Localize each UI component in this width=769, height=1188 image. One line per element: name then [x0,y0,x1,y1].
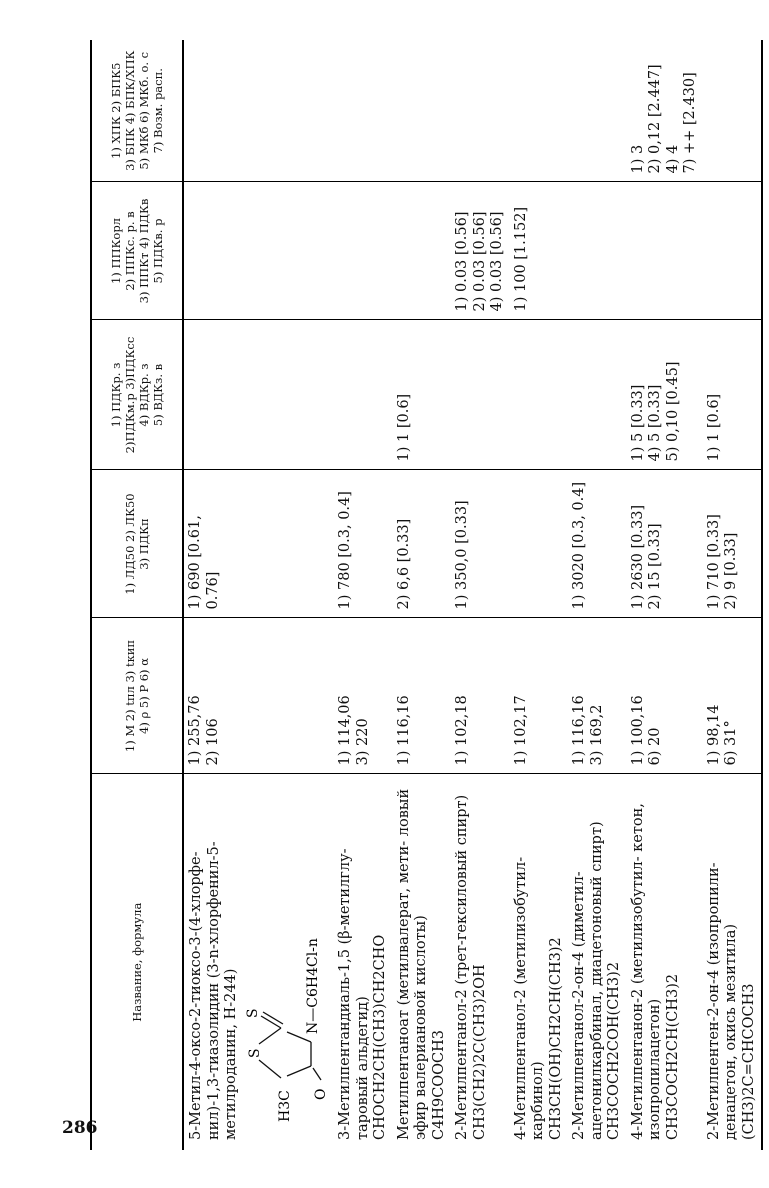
table-row [334,40,393,1150]
data-table [90,40,763,1150]
header-line: 1) ППКорл [109,218,123,285]
column-header-6 [91,40,183,182]
table-row [510,40,569,1150]
column-header-1 [91,774,183,1150]
compound-name: 2-Метилпентанол-2-он-4 (диметил- ацетонилкарбинал, диацетоновый спирт) [571,821,605,1140]
column-header-2 [91,618,183,774]
header-line: 7) Возм. расп. [151,68,165,154]
compound-name-cell [334,774,393,1150]
compound-name: 2-Метилпентен-2-он-4 (изопропили- денацетон, окись мезитила) [705,862,739,1140]
table-body [183,40,762,1150]
value-line: 2) 0.03 [0.56] [471,211,488,312]
value-cell-col-6 [510,40,569,182]
value-cell-col-3 [393,470,452,618]
header-line: 1) ПДКр. з [109,362,123,428]
header-line: 4) ρ 5) P 6) α [137,658,151,734]
table-row [451,40,510,1150]
value-cell-col-2 [393,618,452,774]
compound-name: 4-Метилпентанон-2 (метилизобутил- кетон, изопропилацетон) [629,803,663,1140]
value-line: 1) 2630 [0.33] [629,504,646,610]
value-cell-col-2 [627,618,703,774]
compound-name-cell [627,774,703,1150]
chemical-structure [241,840,329,1140]
value-cell-col-4 [451,320,510,470]
value-cell-col-5 [703,182,763,320]
value-cell-col-4 [510,320,569,470]
header-line: 2)ПДКм.р 3)ПДКсс [123,336,137,454]
header-line: 5) ВДКз. в [151,363,165,427]
compound-name-cell [451,774,510,1150]
value-cell-col-5 [510,182,569,320]
structure-label-h3c: H3C [276,1090,293,1122]
value-line: 1) 116,16 [571,695,587,766]
value-line: 1) 116,16 [395,695,412,766]
value-line: 1) 100,16 [629,695,646,766]
compound-name-cell [393,774,452,1150]
value-cell-col-4 [183,320,334,470]
value-cell-col-2 [451,618,510,774]
value-line: 1) 710 [0.33] [705,514,722,610]
chemical-formula: C4H9COOCH3 [430,1029,447,1140]
header-line: Название, формула [130,902,144,1022]
value-cell-col-3 [627,470,703,618]
structure-label-o: O [312,1088,329,1100]
value-line: 3) 169,2 [588,704,605,766]
value-line: 1) 1 [0.6] [705,393,722,462]
value-cell-col-6 [334,40,393,182]
value-line: 1) 98,14 [705,704,722,766]
table-row [183,40,334,1150]
value-line: 1) 255,76 [187,695,203,766]
header-line: 1) ХПК 2) БПК5 [109,62,123,159]
value-cell-col-6 [703,40,763,182]
value-line: 1) 114,06 [337,695,353,766]
compound-name-cell [183,774,334,1150]
chemical-formula: CH3COCH2COH(CH3)2 [606,961,622,1140]
compound-name-cell [510,774,569,1150]
value-cell-col-5 [183,182,334,320]
chemical-formula: CH3COCH2CH(CH3)2 [664,973,681,1140]
compound-name: Метилпентаноат (метилвалерат, мети- ловый эфир валериановой кислоты) [395,788,429,1140]
chemical-formula: (CH3)2C=CHCOCH3 [740,983,757,1140]
value-line: 4) 4 [664,144,681,174]
value-cell-col-5 [451,182,510,320]
table-row [703,40,763,1150]
value-cell-col-5 [334,182,393,320]
structure-label-n-sub: N—C6H4Cl-n [304,938,321,1034]
compound-name: 5-Метил-4-оксо-2-тиоксо-3-(4-хлорфе- нил)-1,3-тиазолидин (3-n-хлорфенил-5- метилроданин, Н-244) [188,841,239,1140]
value-line: 1) 0.03 [0.56] [454,211,470,312]
value-cell-col-6 [183,40,334,182]
page-number: 286 [62,1118,98,1138]
value-line: 1) 350,0 [0.33] [454,500,470,610]
value-line: 1) 3 [629,144,646,174]
value-cell-col-2 [510,618,569,774]
value-cell-col-5 [627,182,703,320]
value-line: 1) 5 [0.33] [629,384,646,462]
compound-name: 3-Метилпентандиаль-1,5 (β-метилглу- таровый альдегид) [337,848,371,1140]
value-cell-col-3 [568,470,627,618]
compound-name: 4-Метилпентанол-2 (метилизобутил- карбинол) [512,856,546,1140]
compound-name: 2-Метилпентанол-2 (трет-гексиловый спирт) [454,794,470,1140]
value-line: 1) 102,17 [512,695,529,766]
header-line: 1) M 2) tпл 3) tкип [123,639,137,753]
chemical-formula: CH3CH(OH)CH2CH(CH3)2 [547,937,564,1140]
value-line: 3) 220 [354,718,371,766]
value-cell-col-5 [393,182,452,320]
value-line: 1) 780 [0.3, 0.4] [337,491,353,610]
table-row [627,40,703,1150]
value-cell-col-6 [393,40,452,182]
header-line: 1) ЛД50 2) ЛК50 [123,493,137,595]
value-line: 0.76] [204,571,221,610]
value-line: 7) ++ [2.430] [682,72,698,174]
table-row [568,40,627,1150]
header-line: 2) ППКс. р. в [123,211,137,291]
value-cell-col-3 [183,470,334,618]
header-line: 3) БПК 4) БПК/ХПК [123,50,137,171]
value-cell-col-4 [568,320,627,470]
value-cell-col-4 [393,320,452,470]
header-line: 3) ППКт 4) ПДКв [137,198,151,304]
value-line: 2) 6,6 [0.33] [395,518,412,610]
chemical-formula: CHOCH2CH(CH3)CH2CHO [372,934,388,1140]
chemical-formula: CH3(CH2)2C(CH3)2OH [471,964,488,1140]
structure-label-s-ring: S [246,1048,263,1058]
compound-name-cell [703,774,763,1150]
value-line: 1) 100 [1.152] [512,206,529,312]
value-cell-col-6 [627,40,703,182]
value-line: 2) 15 [0.33] [647,523,663,610]
value-cell-col-6 [451,40,510,182]
column-header-4 [91,320,183,470]
value-cell-col-4 [334,320,393,470]
header-line: 5) МКб 6) МКб. о. с [137,51,151,170]
table-header-row [91,40,183,1150]
value-line: 1) 1 [0.6] [395,393,412,462]
value-line: 5) 0,10 [0.45] [664,361,681,462]
header-line: 3) ПДКп [137,518,151,570]
rotated-table-container [90,40,757,1150]
column-header-5 [91,182,183,320]
value-cell-col-2 [703,618,763,774]
header-line: 5) ПДКв. р [151,218,165,284]
value-line: 1) 690 [0.61, [187,515,203,610]
table-row [393,40,452,1150]
value-line: 4) 0.03 [0.56] [489,211,505,312]
value-cell-col-2 [568,618,627,774]
value-line: 6) 20 [647,727,663,766]
value-cell-col-6 [568,40,627,182]
value-line: 2) 0,12 [2.447] [647,64,663,174]
header-line: 4) ВДКр. з [137,363,151,427]
value-cell-col-3 [510,470,569,618]
value-cell-col-3 [703,470,763,618]
structure-label-s-exo: S [244,1008,261,1018]
value-line: 2) 9 [0.33] [723,532,739,610]
compound-name-cell [568,774,627,1150]
value-cell-col-4 [627,320,703,470]
value-line: 2) 106 [204,718,221,766]
value-line: 1) 3020 [0.3, 0.4] [571,481,587,610]
value-line: 1) 102,18 [454,695,470,766]
value-line: 4) 5 [0.33] [647,384,663,462]
value-cell-col-3 [451,470,510,618]
value-line: 6) 31° [723,720,739,766]
column-header-3 [91,470,183,618]
value-cell-col-2 [183,618,334,774]
value-cell-col-3 [334,470,393,618]
value-cell-col-4 [703,320,763,470]
value-cell-col-5 [568,182,627,320]
value-cell-col-2 [334,618,393,774]
